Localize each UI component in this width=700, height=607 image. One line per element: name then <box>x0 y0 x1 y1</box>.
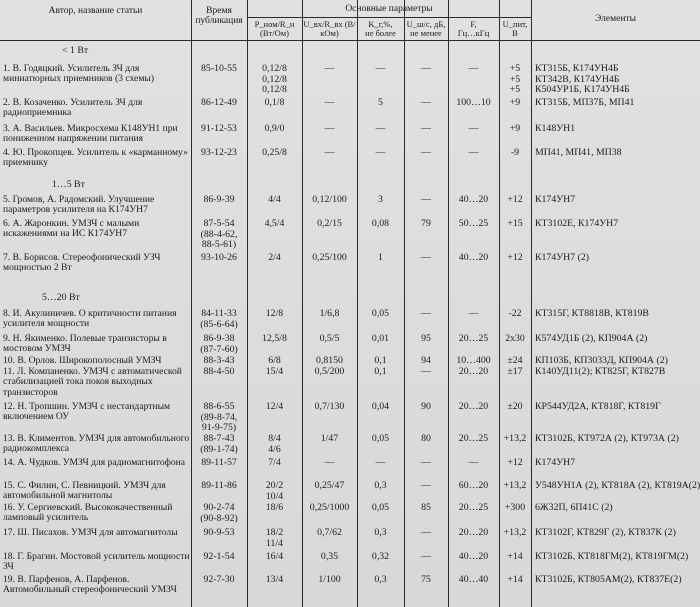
row-time-value: (87-7-60) <box>200 343 238 355</box>
row-elements: К174УН7 (2) <box>535 252 590 263</box>
row-power-value: 0,12/8 <box>262 73 287 85</box>
row-snr: — <box>421 308 431 319</box>
row-power: 18/6 <box>265 502 284 513</box>
row-frequency: 20…20 <box>458 527 489 538</box>
row-supply: ±17 <box>507 366 523 377</box>
header-params-group: Основные параметры <box>345 4 433 14</box>
row-author: 18. Г. Брагин. Мостовой усилитель мощности ЗЧ <box>3 551 190 573</box>
row-distortion: 1 <box>378 252 383 263</box>
header-distortion-line2: не более <box>365 28 396 38</box>
row-power: 12/8 <box>265 308 284 319</box>
row-author: 2. В. Козаченко. Усилитель ЗЧ для радиоприемника <box>3 97 143 119</box>
row-elements: КТ3102Б, КТ818ГМ(2), КТ819ГМ(2) <box>535 551 689 562</box>
row-supply: +15 <box>507 218 523 229</box>
row-distortion: 0,05 <box>371 308 390 319</box>
row-distortion: 0,3 <box>374 480 387 491</box>
row-time: 89-11-86 <box>201 480 237 491</box>
row-power <box>247 434 302 455</box>
row-supply: +13,2 <box>503 433 527 444</box>
row-distortion: 0,32 <box>371 551 390 562</box>
row-time-value: 88-5-61) <box>201 239 237 250</box>
column-divider <box>404 0 405 607</box>
row-power: 13/4 <box>265 574 284 585</box>
row-author: 1. В. Годяцкий. Усилитель ЗЧ для миниатюрных приемников (3 схемы) <box>3 63 155 85</box>
row-distortion: — <box>375 457 386 468</box>
row-distortion: — <box>375 63 386 74</box>
row-elements: 6Ж32П, 6П41С (2) <box>535 502 613 513</box>
row-snr: 95 <box>421 333 431 344</box>
row-power: 4/4 <box>268 194 281 205</box>
header-snr-line2: не менее <box>410 28 442 38</box>
row-supply: -22 <box>508 308 522 319</box>
row-distortion: — <box>375 147 386 158</box>
row-power <box>247 481 302 502</box>
header-time-line2: публикация <box>195 16 243 26</box>
row-time: 92-7-30 <box>203 574 235 585</box>
row-input: 0,8150 <box>316 355 343 366</box>
row-time-value: 88-7-43 <box>203 433 235 444</box>
header-snr-line1: U_ш/с, дБ, <box>406 19 446 29</box>
row-input: — <box>324 123 335 134</box>
row-snr: — <box>421 551 431 562</box>
row-frequency: 40…20 <box>458 551 489 562</box>
row-snr: — <box>421 480 431 491</box>
row-supply: ±24 <box>507 355 523 366</box>
row-author: 5. Громов, А. Радомский. Улучшение параметров усилителя на К174УН7 <box>3 194 155 216</box>
row-snr: — <box>421 97 431 108</box>
row-frequency: 20…20 <box>458 401 489 412</box>
row-snr: — <box>421 147 431 158</box>
row-time-value: 91-9-75) <box>201 422 237 433</box>
header-elements: Элементы <box>595 14 636 24</box>
row-input: — <box>324 147 335 158</box>
row-snr: — <box>421 194 431 205</box>
row-snr: — <box>421 527 431 538</box>
row-supply: +12 <box>507 252 523 263</box>
row-supply: +9 <box>509 123 521 134</box>
row-input: 0,7/62 <box>317 527 342 538</box>
row-frequency: 100…10 <box>456 97 491 108</box>
row-power: 4,5/4 <box>264 218 285 229</box>
row-time: 88-3-43 <box>203 355 235 366</box>
row-distortion: 0,05 <box>371 433 390 444</box>
row-input: 0,25/100 <box>312 252 347 263</box>
row-snr: 75 <box>421 574 431 585</box>
row-frequency: 40…20 <box>458 252 489 263</box>
row-frequency: — <box>468 308 479 319</box>
row-input: 0,2/15 <box>317 218 342 229</box>
row-elements: К148УН1 <box>535 123 576 134</box>
row-power: 2/4 <box>268 252 281 263</box>
header-distortion-line1: K_г,%, <box>368 19 393 29</box>
row-time: 90-9-53 <box>203 527 235 538</box>
row-distortion: — <box>375 123 386 134</box>
row-snr: 85 <box>421 502 431 513</box>
row-input: 1/100 <box>318 574 341 585</box>
row-elements: КТ315Б, МП37Б, МП41 <box>535 97 635 108</box>
row-time: 93-10-26 <box>201 252 237 263</box>
row-power-value: 0,12/8 <box>262 63 287 74</box>
row-elements: КТ3102Б, КТ805АМ(2), КТ837Е(2) <box>535 574 682 585</box>
header-bottom-rule <box>0 40 700 41</box>
row-input: 0,35 <box>320 551 339 562</box>
row-time <box>191 219 247 251</box>
row-snr: 79 <box>421 218 431 229</box>
row-author: 3. А. Васильев. Микросхема К148УН1 при пониженном напряжении питания <box>3 123 178 145</box>
row-elements <box>535 64 630 96</box>
row-snr: — <box>421 252 431 263</box>
row-author: 17. Ш. Писахов. УМЗЧ для автомагнитолы <box>3 527 178 538</box>
row-frequency: 60…20 <box>458 480 489 491</box>
column-divider <box>357 0 358 607</box>
row-distortion: 0,3 <box>374 574 387 585</box>
row-power-value: 8/4 <box>268 433 281 444</box>
row-supply: ±20 <box>507 401 523 412</box>
row-time <box>191 402 247 434</box>
row-frequency: — <box>468 457 479 468</box>
row-time-value: (89-1-74) <box>200 443 238 455</box>
row-elements: К574УД1Б (2), КП904А (2) <box>535 333 648 344</box>
row-distortion: 0,01 <box>371 333 390 344</box>
header-power: P_ном/R_н (Вт/Ом) <box>254 19 295 38</box>
row-snr: 80 <box>421 433 431 444</box>
row-elements-value: КТ315Б, К174УН4Б <box>535 63 619 74</box>
row-time: 89-11-57 <box>201 457 237 468</box>
row-power: 7/4 <box>268 457 281 468</box>
row-author: 11. Л. Компаненко. УМЗЧ с автоматической стабилизацией тока покоя выходных транзисторов <box>3 366 182 398</box>
section-label: 5…20 Вт <box>42 292 80 303</box>
row-author: 12. Н. Тропшин. УМЗЧ с нестандартным включением ОУ <box>3 401 171 423</box>
row-author: 15. С. Филин, С. Певницкий. УМЗЧ для автомобильной магнитолы <box>3 480 166 502</box>
row-elements: КТ315Г, КТ8818В, КТ819В <box>535 308 649 319</box>
row-frequency: 40…20 <box>458 194 489 205</box>
header-group-rule <box>247 17 531 18</box>
row-supply-value: +5 <box>509 63 521 74</box>
row-supply: +13,2 <box>503 527 527 538</box>
row-time-value: 86-9-38 <box>203 333 235 344</box>
header-input: U_вх/R_вх (В/кОм) <box>303 19 356 38</box>
row-supply: +12 <box>507 457 523 468</box>
row-power-value: 4/6 <box>268 443 281 455</box>
row-time <box>191 503 247 524</box>
row-power: 6/8 <box>268 355 281 366</box>
row-snr: — <box>421 123 431 134</box>
row-supply <box>499 64 531 96</box>
row-input: 0,5/5 <box>319 333 340 344</box>
row-power <box>247 64 302 96</box>
row-time-value: (90-8-92) <box>200 512 238 524</box>
row-input: 0,5/200 <box>314 366 345 377</box>
row-time-value: 87-5-54 <box>203 218 235 229</box>
row-elements: У548УН1А (2), КТ818А (2), КТ819А(2) <box>535 480 700 491</box>
column-divider <box>531 0 532 607</box>
row-frequency: 20…25 <box>458 433 489 444</box>
row-supply: +14 <box>507 551 523 562</box>
row-elements: КТ3102Е, К174УН7 <box>535 218 619 229</box>
row-power-value: 20/2 <box>265 480 284 491</box>
row-power-value: 0,12/8 <box>262 84 287 95</box>
row-frequency: — <box>468 147 479 158</box>
row-frequency: 40…40 <box>458 574 489 585</box>
row-supply-value: +5 <box>509 84 521 95</box>
row-snr: 94 <box>421 355 431 366</box>
row-time: 91-12-53 <box>201 123 237 134</box>
row-distortion: 0,08 <box>371 218 390 229</box>
row-time: 93-12-23 <box>201 147 237 158</box>
row-author: 19. В. Парфенов, А. Парфенов. Автомобильный стереофонический УМЗЧ <box>3 574 177 596</box>
row-frequency: 20…25 <box>458 502 489 513</box>
row-elements-value: КТ342В, К174УН4Б <box>535 73 620 85</box>
row-time-value: (89-8-74, <box>200 411 238 423</box>
row-time-value: 84-11-33 <box>201 308 237 319</box>
row-power: 12,5/8 <box>262 333 287 344</box>
header-time-line1: Время <box>206 6 232 16</box>
section-label: < 1 Вт <box>62 45 89 56</box>
row-distortion: 5 <box>378 97 383 108</box>
row-time-value: (85-6-64) <box>200 318 238 330</box>
header-frequency-line1: F, <box>470 19 477 29</box>
row-power: 0,1/8 <box>264 97 285 108</box>
row-power: 15/4 <box>265 366 284 377</box>
row-author: 14. А. Чудков. УМЗЧ для радиомагнитофона <box>3 457 186 468</box>
row-supply: +300 <box>504 502 526 513</box>
row-snr: — <box>421 366 431 377</box>
row-time-value: 90-2-74 <box>203 502 235 513</box>
row-distortion: 0,3 <box>374 527 387 538</box>
row-supply: -9 <box>510 147 520 158</box>
row-power: 0,25/8 <box>262 147 287 158</box>
row-snr: — <box>421 63 431 74</box>
row-frequency: — <box>468 123 479 134</box>
row-power-value: 11/4 <box>265 537 284 549</box>
row-distortion: 0,05 <box>371 502 390 513</box>
row-time <box>191 334 247 355</box>
row-frequency: — <box>468 63 479 74</box>
row-elements: МП41, МП41, МП38 <box>535 147 622 158</box>
row-time <box>191 434 247 455</box>
row-input: 0,25/47 <box>314 480 345 491</box>
header-supply-line2: В <box>512 28 518 38</box>
row-time: 88-4-50 <box>203 366 235 377</box>
header-time <box>191 6 247 26</box>
row-distortion: 0,1 <box>374 355 387 366</box>
row-distortion: 0,1 <box>374 366 387 377</box>
row-input: 0,7/130 <box>314 401 345 412</box>
row-elements: К140УД11(2); КТ825Г, КТ827В <box>535 366 666 377</box>
row-supply: +9 <box>509 97 521 108</box>
row-input: — <box>324 97 335 108</box>
row-elements: КП103Б, КП3033Д, КП904А (2) <box>535 355 668 366</box>
row-input: 0,25/1000 <box>309 502 350 513</box>
column-divider <box>448 0 449 607</box>
row-author: 8. И. Акулиничев. О критичности питания усилителя мощности <box>3 308 177 330</box>
row-elements: КР544УД2А, КТ818Г, КТ819Г <box>535 401 661 412</box>
header-author: Автор, название статьи <box>48 6 143 16</box>
header-supply-line1: U_пит, <box>502 19 528 29</box>
column-divider <box>302 0 303 607</box>
row-elements: КТ3102Г, КТ829Г (2), КТ837К (2) <box>535 527 676 538</box>
row-supply: 2x30 <box>505 333 525 344</box>
row-time: 86-12-49 <box>201 97 237 108</box>
row-snr: — <box>421 457 431 468</box>
row-author: 4. Ю. Прокопцев. Усилитель к «карманному» приемнику <box>3 147 188 169</box>
row-distortion: 0,04 <box>371 401 390 412</box>
row-time-value: (88-4-62, <box>200 228 238 240</box>
header-supply <box>499 20 531 38</box>
header-frequency-line2: Гц…кГц <box>457 28 490 38</box>
row-power: 16/4 <box>265 551 284 562</box>
row-elements-value: К504УР1Б, К174УН4Б <box>535 84 630 95</box>
row-frequency: 10…400 <box>456 355 491 366</box>
row-power-value: 10/4 <box>265 490 284 502</box>
row-time: 86-9-39 <box>203 194 235 205</box>
section-label: 1…5 Вт <box>52 179 85 190</box>
row-author: 16. У. Сергиевский. Высококачественный ламповый усилитель <box>3 502 173 524</box>
row-author: 10. В. Орлов. Широкополосный УМЗЧ <box>3 355 162 366</box>
row-power: 12/4 <box>265 401 284 412</box>
row-distortion: 3 <box>378 194 383 205</box>
header-frequency <box>448 20 499 38</box>
header-distortion <box>357 20 404 38</box>
row-input: 1/6,8 <box>319 308 340 319</box>
row-supply-value: +5 <box>509 73 521 85</box>
row-input: — <box>324 457 335 468</box>
row-author: 9. Н. Якименко. Полевые транзисторы в мостовом УМЗЧ <box>3 333 167 355</box>
row-power-value: 18/2 <box>265 527 284 538</box>
row-frequency: 50…25 <box>458 218 489 229</box>
row-elements: КТ3102Б, КТ972А (2), КТ973А (2) <box>535 433 679 444</box>
row-supply: +13,2 <box>503 480 527 491</box>
row-time: 92-1-54 <box>203 551 235 562</box>
row-author: 6. А. Жаронкин. УМЗЧ с малыми искажениями на ИС К174УН7 <box>3 218 140 240</box>
row-author: 7. В. Борисов. Стереофонический УЗЧ мощностью 2 Вт <box>3 252 161 274</box>
row-supply: +14 <box>507 574 523 585</box>
row-power: 0,9/0 <box>264 123 285 134</box>
row-time: 85-10-55 <box>201 63 237 74</box>
row-supply: +12 <box>507 194 523 205</box>
row-input: — <box>324 63 335 74</box>
row-power <box>247 528 302 549</box>
row-elements: К174УН7 <box>535 457 576 468</box>
row-time-value: 88-6-55 <box>203 401 235 412</box>
row-time <box>191 309 247 330</box>
row-input: 0,12/100 <box>312 194 347 205</box>
header-snr <box>404 20 448 38</box>
row-elements: К174УН7 <box>535 194 576 205</box>
row-author: 13. В. Климентов. УМЗЧ для автомобильного радиокомплекса <box>3 433 190 455</box>
row-frequency: 20…20 <box>458 366 489 377</box>
row-input: 1/47 <box>320 433 339 444</box>
row-frequency: 20…25 <box>458 333 489 344</box>
row-snr: 90 <box>421 401 431 412</box>
